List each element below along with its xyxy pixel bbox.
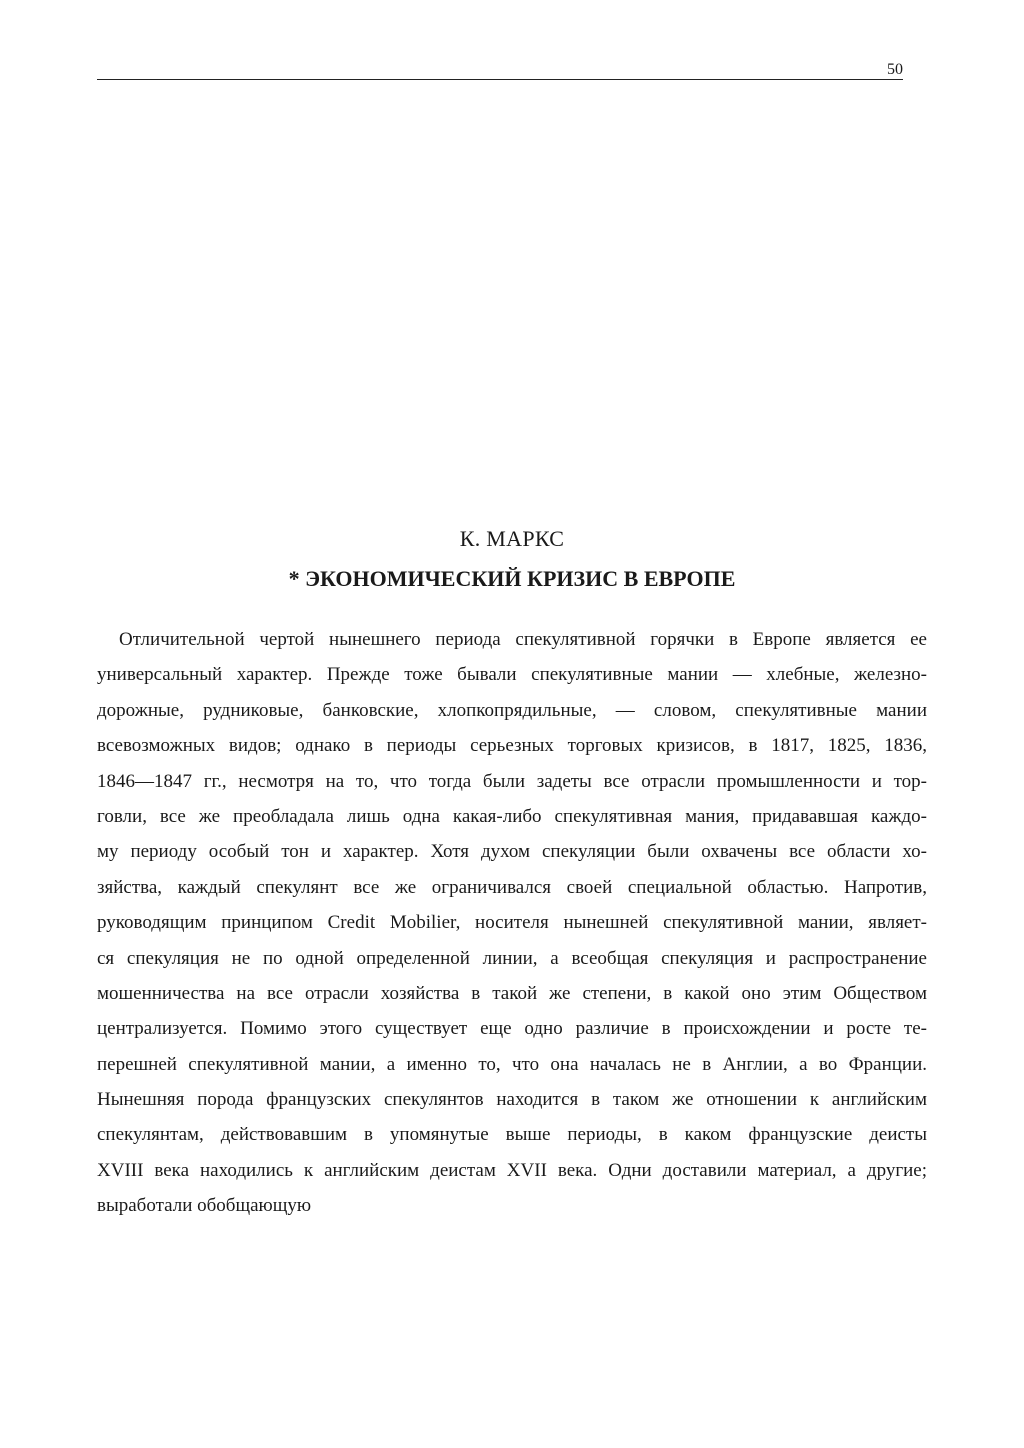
body-line: централизуется. Помимо этого существует еще одно различие в происхождении и росте те-: [97, 1018, 927, 1040]
body-line: дорожные, рудниковые, банковские, хлопкопрядильные, — словом, спекулятивные мании: [97, 699, 927, 721]
body-line: выработали обобщающую: [97, 1195, 312, 1217]
body-line: Отличительной чертой нынешнего периода спекулятивной горячки в Европе является ее: [119, 629, 927, 650]
body-line: му периоду особый тон и характер. Хотя духом спекуляции были охвачены все области хо-: [97, 841, 927, 863]
body-line: XVIII века находились к английским деистам XVII века. Одни доставили материал, а другие;: [97, 1159, 927, 1181]
article-body: [97, 622, 927, 1224]
body-line: говли, все же преобладала лишь одна какая-либо спекулятивная мания, придававшая каждо-: [97, 805, 927, 827]
body-line: 1846—1847 гг., несмотря на то, что тогда были задеты все отрасли промышленности и тор-: [97, 770, 927, 792]
body-line: универсальный характер. Прежде тоже бывали спекулятивные мании — хлебные, железно-: [97, 664, 927, 686]
article-title: * ЭКОНОМИЧЕСКИЙ КРИЗИС В ЕВРОПЕ: [288, 566, 736, 591]
body-line: перешней спекулятивной мании, а именно то, что она началась не в Англии, а во Франции.: [97, 1053, 927, 1075]
body-line: мошенничества на все отрасли хозяйства в такой же степени, в какой оно этим Обществом: [97, 982, 927, 1004]
body-line: Нынешняя порода французских спекулянтов находится в таком же отношении к английским: [97, 1089, 927, 1111]
body-line: руководящим принципом Credit Mobilier, носителя нынешней спекулятивной мании, являет-: [97, 912, 927, 934]
page-number: 50: [887, 61, 903, 78]
body-line: ся спекуляция не по одной определенной линии, а всеобщая спекуляция и распространение: [97, 947, 927, 969]
page-header: [97, 60, 903, 80]
author-name: К. МАРКС: [459, 526, 565, 551]
body-line: спекулянтам, действовавшим в упомянутые выше периоды, в каком французские деисты: [97, 1124, 927, 1146]
header-rule: [97, 79, 903, 80]
body-line: зяйства, каждый спекулянт все же ограничивался своей специальной областью. Напротив,: [97, 876, 927, 898]
body-line: всевозможных видов; однако в периоды серьезных торговых кризисов, в 1817, 1825, 1836,: [97, 735, 927, 757]
